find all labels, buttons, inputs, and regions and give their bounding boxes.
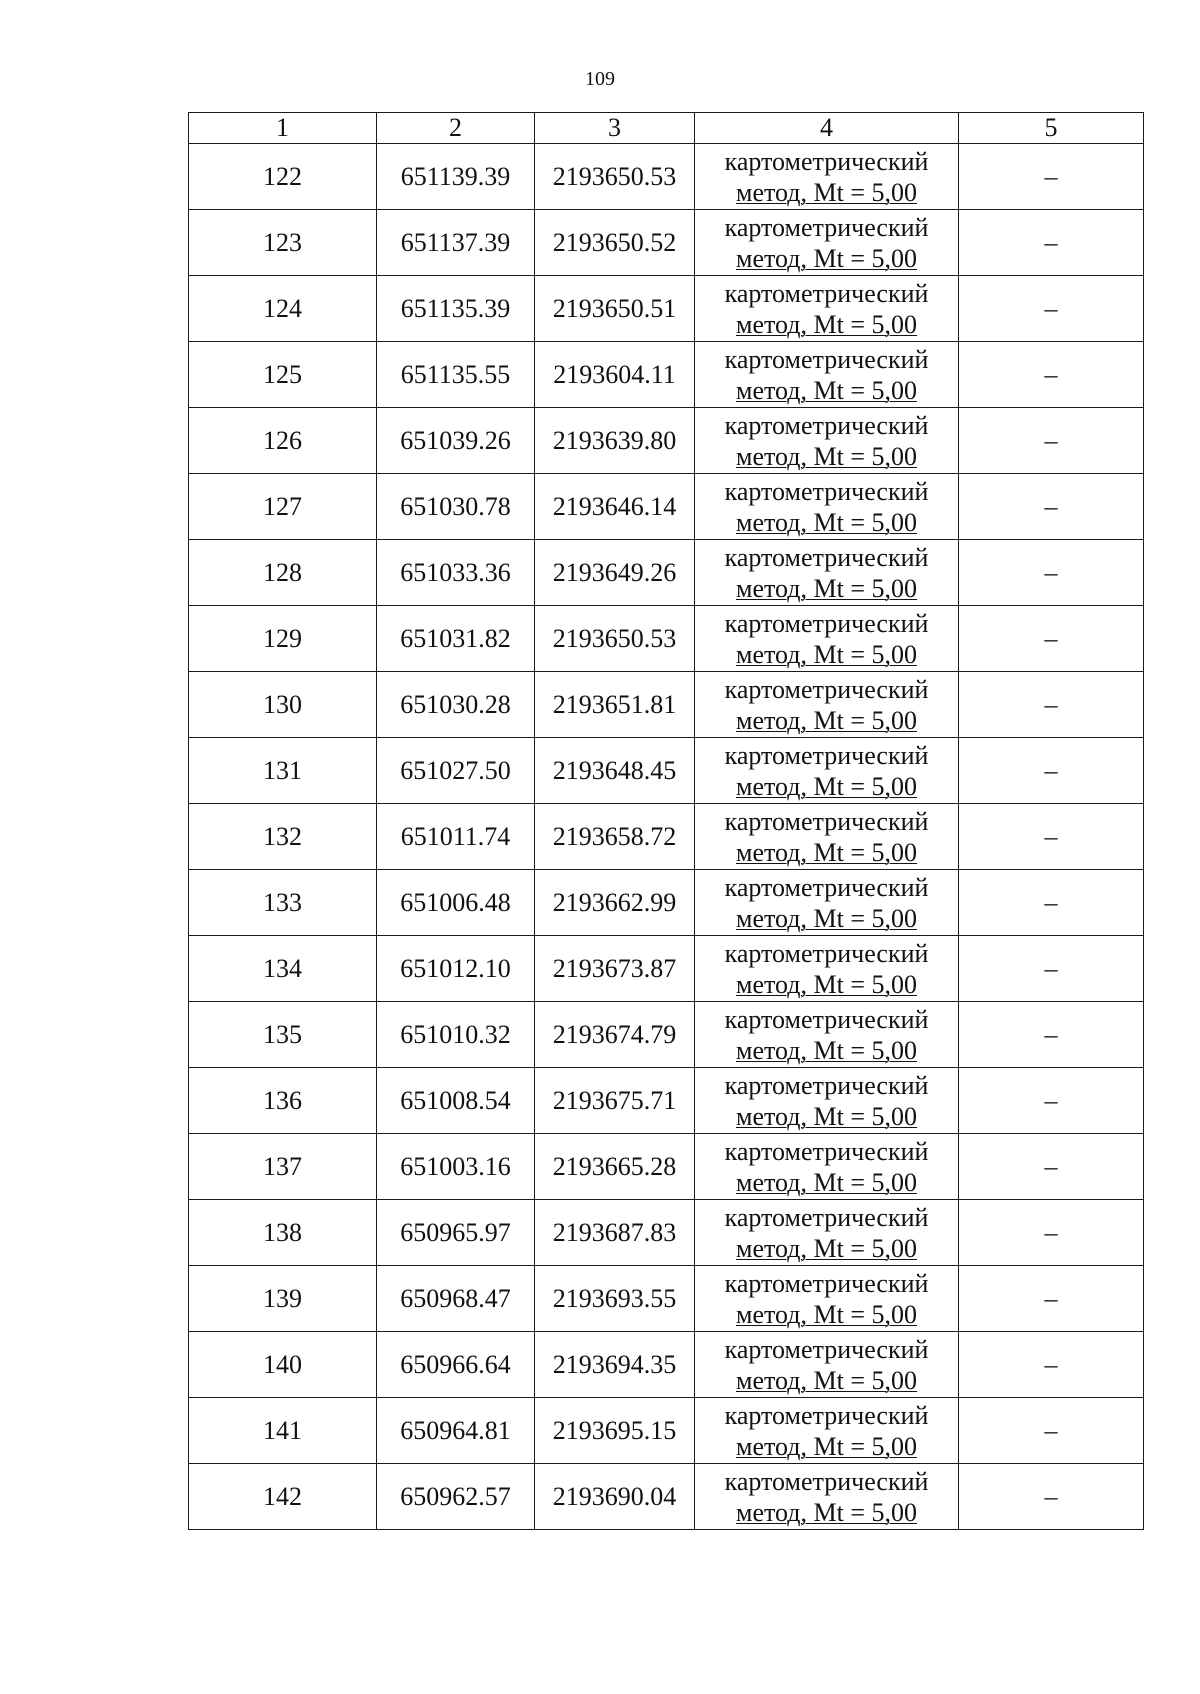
point-number-cell: 124 xyxy=(189,276,377,342)
y-coordinate-cell: 2193649.26 xyxy=(535,540,695,606)
method-line-1: картометрический xyxy=(724,1136,929,1166)
method-cell xyxy=(695,672,959,738)
method-line-2: метод, Mt = 5,00 xyxy=(736,441,917,471)
x-coordinate-cell: 651135.39 xyxy=(377,276,535,342)
point-number-cell: 127 xyxy=(189,474,377,540)
point-number-cell: 129 xyxy=(189,606,377,672)
x-coordinate-cell: 650962.57 xyxy=(377,1464,535,1530)
table-row xyxy=(189,1266,1144,1332)
method-line-2: метод, Mt = 5,00 xyxy=(736,903,917,933)
column-5-cell: – xyxy=(959,144,1144,210)
column-5-cell: – xyxy=(959,1068,1144,1134)
x-coordinate-cell: 651030.28 xyxy=(377,672,535,738)
point-number-cell: 134 xyxy=(189,936,377,1002)
method-line-2: метод, Mt = 5,00 xyxy=(736,1299,917,1329)
x-coordinate-cell: 650968.47 xyxy=(377,1266,535,1332)
point-number-cell: 135 xyxy=(189,1002,377,1068)
column-5-cell: – xyxy=(959,606,1144,672)
x-coordinate-cell: 650966.64 xyxy=(377,1332,535,1398)
column-5-cell: – xyxy=(959,1266,1144,1332)
method-line-1: картометрический xyxy=(724,410,929,440)
method-line-1: картометрический xyxy=(724,212,929,242)
x-coordinate-cell: 650964.81 xyxy=(377,1398,535,1464)
method-cell xyxy=(695,1332,959,1398)
method-line-1: картометрический xyxy=(724,1400,929,1430)
x-coordinate-cell: 651008.54 xyxy=(377,1068,535,1134)
method-line-2: метод, Mt = 5,00 xyxy=(736,1233,917,1263)
y-coordinate-cell: 2193650.52 xyxy=(535,210,695,276)
method-line-1: картометрический xyxy=(724,344,929,374)
method-line-1: картометрический xyxy=(724,872,929,902)
method-cell xyxy=(695,1068,959,1134)
y-coordinate-cell: 2193650.53 xyxy=(535,144,695,210)
table-row xyxy=(189,672,1144,738)
method-cell xyxy=(695,1398,959,1464)
table-row xyxy=(189,1332,1144,1398)
column-5-cell: – xyxy=(959,210,1144,276)
column-5-cell: – xyxy=(959,408,1144,474)
column-5-cell: – xyxy=(959,276,1144,342)
y-coordinate-cell: 2193690.04 xyxy=(535,1464,695,1530)
column-5-cell: – xyxy=(959,342,1144,408)
method-line-2: метод, Mt = 5,00 xyxy=(736,507,917,537)
method-line-1: картометрический xyxy=(724,740,929,770)
table-row xyxy=(189,936,1144,1002)
header-col-1: 1 xyxy=(189,113,377,144)
point-number-cell: 128 xyxy=(189,540,377,606)
header-col-4: 4 xyxy=(695,113,959,144)
method-cell xyxy=(695,804,959,870)
y-coordinate-cell: 2193658.72 xyxy=(535,804,695,870)
method-cell xyxy=(695,144,959,210)
x-coordinate-cell: 651135.55 xyxy=(377,342,535,408)
table-row xyxy=(189,342,1144,408)
y-coordinate-cell: 2193648.45 xyxy=(535,738,695,804)
method-cell xyxy=(695,738,959,804)
method-line-1: картометрический xyxy=(724,1004,929,1034)
y-coordinate-cell: 2193673.87 xyxy=(535,936,695,1002)
method-cell xyxy=(695,1134,959,1200)
method-line-2: метод, Mt = 5,00 xyxy=(736,375,917,405)
method-line-1: картометрический xyxy=(724,278,929,308)
table-row xyxy=(189,606,1144,672)
method-cell xyxy=(695,276,959,342)
point-number-cell: 138 xyxy=(189,1200,377,1266)
table-row xyxy=(189,870,1144,936)
y-coordinate-cell: 2193651.81 xyxy=(535,672,695,738)
method-line-1: картометрический xyxy=(724,146,929,176)
x-coordinate-cell: 651006.48 xyxy=(377,870,535,936)
table-body xyxy=(189,144,1144,1530)
method-cell xyxy=(695,1002,959,1068)
column-5-cell: – xyxy=(959,1002,1144,1068)
method-cell xyxy=(695,342,959,408)
y-coordinate-cell: 2193604.11 xyxy=(535,342,695,408)
point-number-cell: 141 xyxy=(189,1398,377,1464)
y-coordinate-cell: 2193639.80 xyxy=(535,408,695,474)
method-line-1: картометрический xyxy=(724,1268,929,1298)
table-row xyxy=(189,1464,1144,1530)
method-line-2: метод, Mt = 5,00 xyxy=(736,705,917,735)
method-line-1: картометрический xyxy=(724,608,929,638)
method-line-1: картометрический xyxy=(724,806,929,836)
point-number-cell: 142 xyxy=(189,1464,377,1530)
table-row xyxy=(189,1134,1144,1200)
table-row xyxy=(189,804,1144,870)
point-number-cell: 139 xyxy=(189,1266,377,1332)
x-coordinate-cell: 651030.78 xyxy=(377,474,535,540)
y-coordinate-cell: 2193694.35 xyxy=(535,1332,695,1398)
x-coordinate-cell: 650965.97 xyxy=(377,1200,535,1266)
table-row xyxy=(189,1200,1144,1266)
method-line-2: метод, Mt = 5,00 xyxy=(736,177,917,207)
y-coordinate-cell: 2193665.28 xyxy=(535,1134,695,1200)
column-5-cell: – xyxy=(959,1134,1144,1200)
y-coordinate-cell: 2193650.51 xyxy=(535,276,695,342)
method-cell xyxy=(695,1200,959,1266)
column-5-cell: – xyxy=(959,804,1144,870)
x-coordinate-cell: 651139.39 xyxy=(377,144,535,210)
method-line-1: картометрический xyxy=(724,1466,929,1496)
x-coordinate-cell: 651003.16 xyxy=(377,1134,535,1200)
column-5-cell: – xyxy=(959,672,1144,738)
table-row xyxy=(189,144,1144,210)
x-coordinate-cell: 651039.26 xyxy=(377,408,535,474)
method-line-2: метод, Mt = 5,00 xyxy=(736,1497,917,1527)
method-line-2: метод, Mt = 5,00 xyxy=(736,1167,917,1197)
point-number-cell: 140 xyxy=(189,1332,377,1398)
method-cell xyxy=(695,1266,959,1332)
y-coordinate-cell: 2193650.53 xyxy=(535,606,695,672)
method-line-1: картометрический xyxy=(724,1070,929,1100)
method-line-1: картометрический xyxy=(724,938,929,968)
point-number-cell: 131 xyxy=(189,738,377,804)
y-coordinate-cell: 2193687.83 xyxy=(535,1200,695,1266)
method-cell xyxy=(695,210,959,276)
column-5-cell: – xyxy=(959,1464,1144,1530)
method-line-2: метод, Mt = 5,00 xyxy=(736,573,917,603)
coordinates-table xyxy=(188,112,1144,1530)
table-row xyxy=(189,540,1144,606)
method-cell xyxy=(695,606,959,672)
point-number-cell: 130 xyxy=(189,672,377,738)
table-row xyxy=(189,738,1144,804)
point-number-cell: 122 xyxy=(189,144,377,210)
point-number-cell: 132 xyxy=(189,804,377,870)
method-cell xyxy=(695,474,959,540)
method-line-1: картометрический xyxy=(724,1334,929,1364)
point-number-cell: 126 xyxy=(189,408,377,474)
column-5-cell: – xyxy=(959,1332,1144,1398)
table-header xyxy=(189,113,1144,144)
page-number: 109 xyxy=(585,68,615,90)
y-coordinate-cell: 2193693.55 xyxy=(535,1266,695,1332)
y-coordinate-cell: 2193695.15 xyxy=(535,1398,695,1464)
table-row xyxy=(189,408,1144,474)
table-row xyxy=(189,210,1144,276)
point-number-cell: 136 xyxy=(189,1068,377,1134)
table-row xyxy=(189,1398,1144,1464)
header-row xyxy=(189,113,1144,144)
method-line-2: метод, Mt = 5,00 xyxy=(736,1101,917,1131)
method-line-1: картометрический xyxy=(724,542,929,572)
method-cell xyxy=(695,936,959,1002)
method-cell xyxy=(695,1464,959,1530)
method-line-2: метод, Mt = 5,00 xyxy=(736,309,917,339)
header-col-3: 3 xyxy=(535,113,695,144)
method-line-1: картометрический xyxy=(724,1202,929,1232)
y-coordinate-cell: 2193675.71 xyxy=(535,1068,695,1134)
method-line-2: метод, Mt = 5,00 xyxy=(736,1431,917,1461)
column-5-cell: – xyxy=(959,474,1144,540)
x-coordinate-cell: 651033.36 xyxy=(377,540,535,606)
y-coordinate-cell: 2193674.79 xyxy=(535,1002,695,1068)
x-coordinate-cell: 651137.39 xyxy=(377,210,535,276)
column-5-cell: – xyxy=(959,738,1144,804)
column-5-cell: – xyxy=(959,936,1144,1002)
x-coordinate-cell: 651027.50 xyxy=(377,738,535,804)
method-line-2: метод, Mt = 5,00 xyxy=(736,1365,917,1395)
method-cell xyxy=(695,870,959,936)
column-5-cell: – xyxy=(959,870,1144,936)
header-col-2: 2 xyxy=(377,113,535,144)
column-5-cell: – xyxy=(959,1200,1144,1266)
method-line-2: метод, Mt = 5,00 xyxy=(736,837,917,867)
method-line-2: метод, Mt = 5,00 xyxy=(736,771,917,801)
column-5-cell: – xyxy=(959,540,1144,606)
point-number-cell: 125 xyxy=(189,342,377,408)
column-5-cell: – xyxy=(959,1398,1144,1464)
method-line-1: картометрический xyxy=(724,674,929,704)
table-row xyxy=(189,1002,1144,1068)
y-coordinate-cell: 2193646.14 xyxy=(535,474,695,540)
table-row xyxy=(189,1068,1144,1134)
header-col-5: 5 xyxy=(959,113,1144,144)
point-number-cell: 123 xyxy=(189,210,377,276)
method-cell xyxy=(695,408,959,474)
method-line-2: метод, Mt = 5,00 xyxy=(736,969,917,999)
x-coordinate-cell: 651011.74 xyxy=(377,804,535,870)
method-cell xyxy=(695,540,959,606)
table-row xyxy=(189,276,1144,342)
y-coordinate-cell: 2193662.99 xyxy=(535,870,695,936)
method-line-2: метод, Mt = 5,00 xyxy=(736,243,917,273)
x-coordinate-cell: 651012.10 xyxy=(377,936,535,1002)
x-coordinate-cell: 651031.82 xyxy=(377,606,535,672)
table-row xyxy=(189,474,1144,540)
method-line-2: метод, Mt = 5,00 xyxy=(736,1035,917,1065)
point-number-cell: 137 xyxy=(189,1134,377,1200)
x-coordinate-cell: 651010.32 xyxy=(377,1002,535,1068)
point-number-cell: 133 xyxy=(189,870,377,936)
method-line-1: картометрический xyxy=(724,476,929,506)
method-line-2: метод, Mt = 5,00 xyxy=(736,639,917,669)
